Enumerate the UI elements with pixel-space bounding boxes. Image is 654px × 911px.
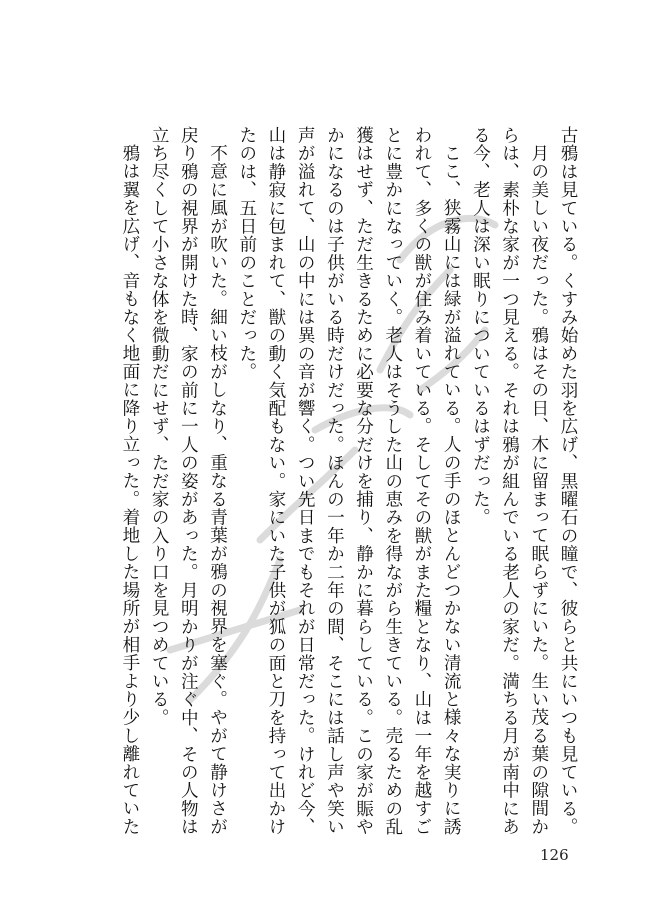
vertical-body-text <box>112 126 582 842</box>
paragraph-2: 月の美しい夜だった。鴉はその日、木に留まって眠らずにいた。生い茂る葉の隙間からは、素朴な家が一つ見える。それは鴉が組んでいる老人の家だ。満ちる月が南中にある今、老人は深い眠りについているはずだった。 <box>470 126 549 836</box>
paragraph-3: ここ、狭霧山には緑が溢れている。人の手のほとんどつかない清流と様々な実りに誘われて、多くの獣が住み着いている。そしてその獣がまた糧となり、山は一年を越すごとに豊かになっていく。老人はそうした山の恵みを得ながら生きている。売るための乱獲はせず、ただ生きるために必要な分だけを捕り、静かに暮らしている。この家が賑やかになるのは子供がいる時だけだった。ほんの一年か二年の間、そこには話し声や笑い声が溢れて、山の中には異の音が響く。つい先日までもそれが日常だった。けれど今、山は静寂に包まれて、獣の動く気配もない。家にいた子供が狐の面と刀を持って出かけたのは、五日前のことだった。 <box>236 126 462 836</box>
paragraph-4: 不意に風が吹いた。細い枝がしなり、重なる青葉が鴉の視界を塞ぐ。やがて静けさが戻り鴉の視界が開けた時、家の前に一人の姿があった。月明かりが注ぐ中、その人物は立ち尽くして小さな体を微動だにせず、ただ家の入り口を見つめている。 <box>149 126 228 836</box>
paragraph-1: 古鴉は見ている。くすみ始めた羽を広げ、黒曜石の瞳で、彼らと共にいつも見ている。 <box>558 126 578 836</box>
page-number: 126 <box>540 846 569 864</box>
paragraph-5: 鴉は翼を広げ、音もなく地面に降り立った。着地した場所が相手より少し離れていた <box>119 143 140 836</box>
